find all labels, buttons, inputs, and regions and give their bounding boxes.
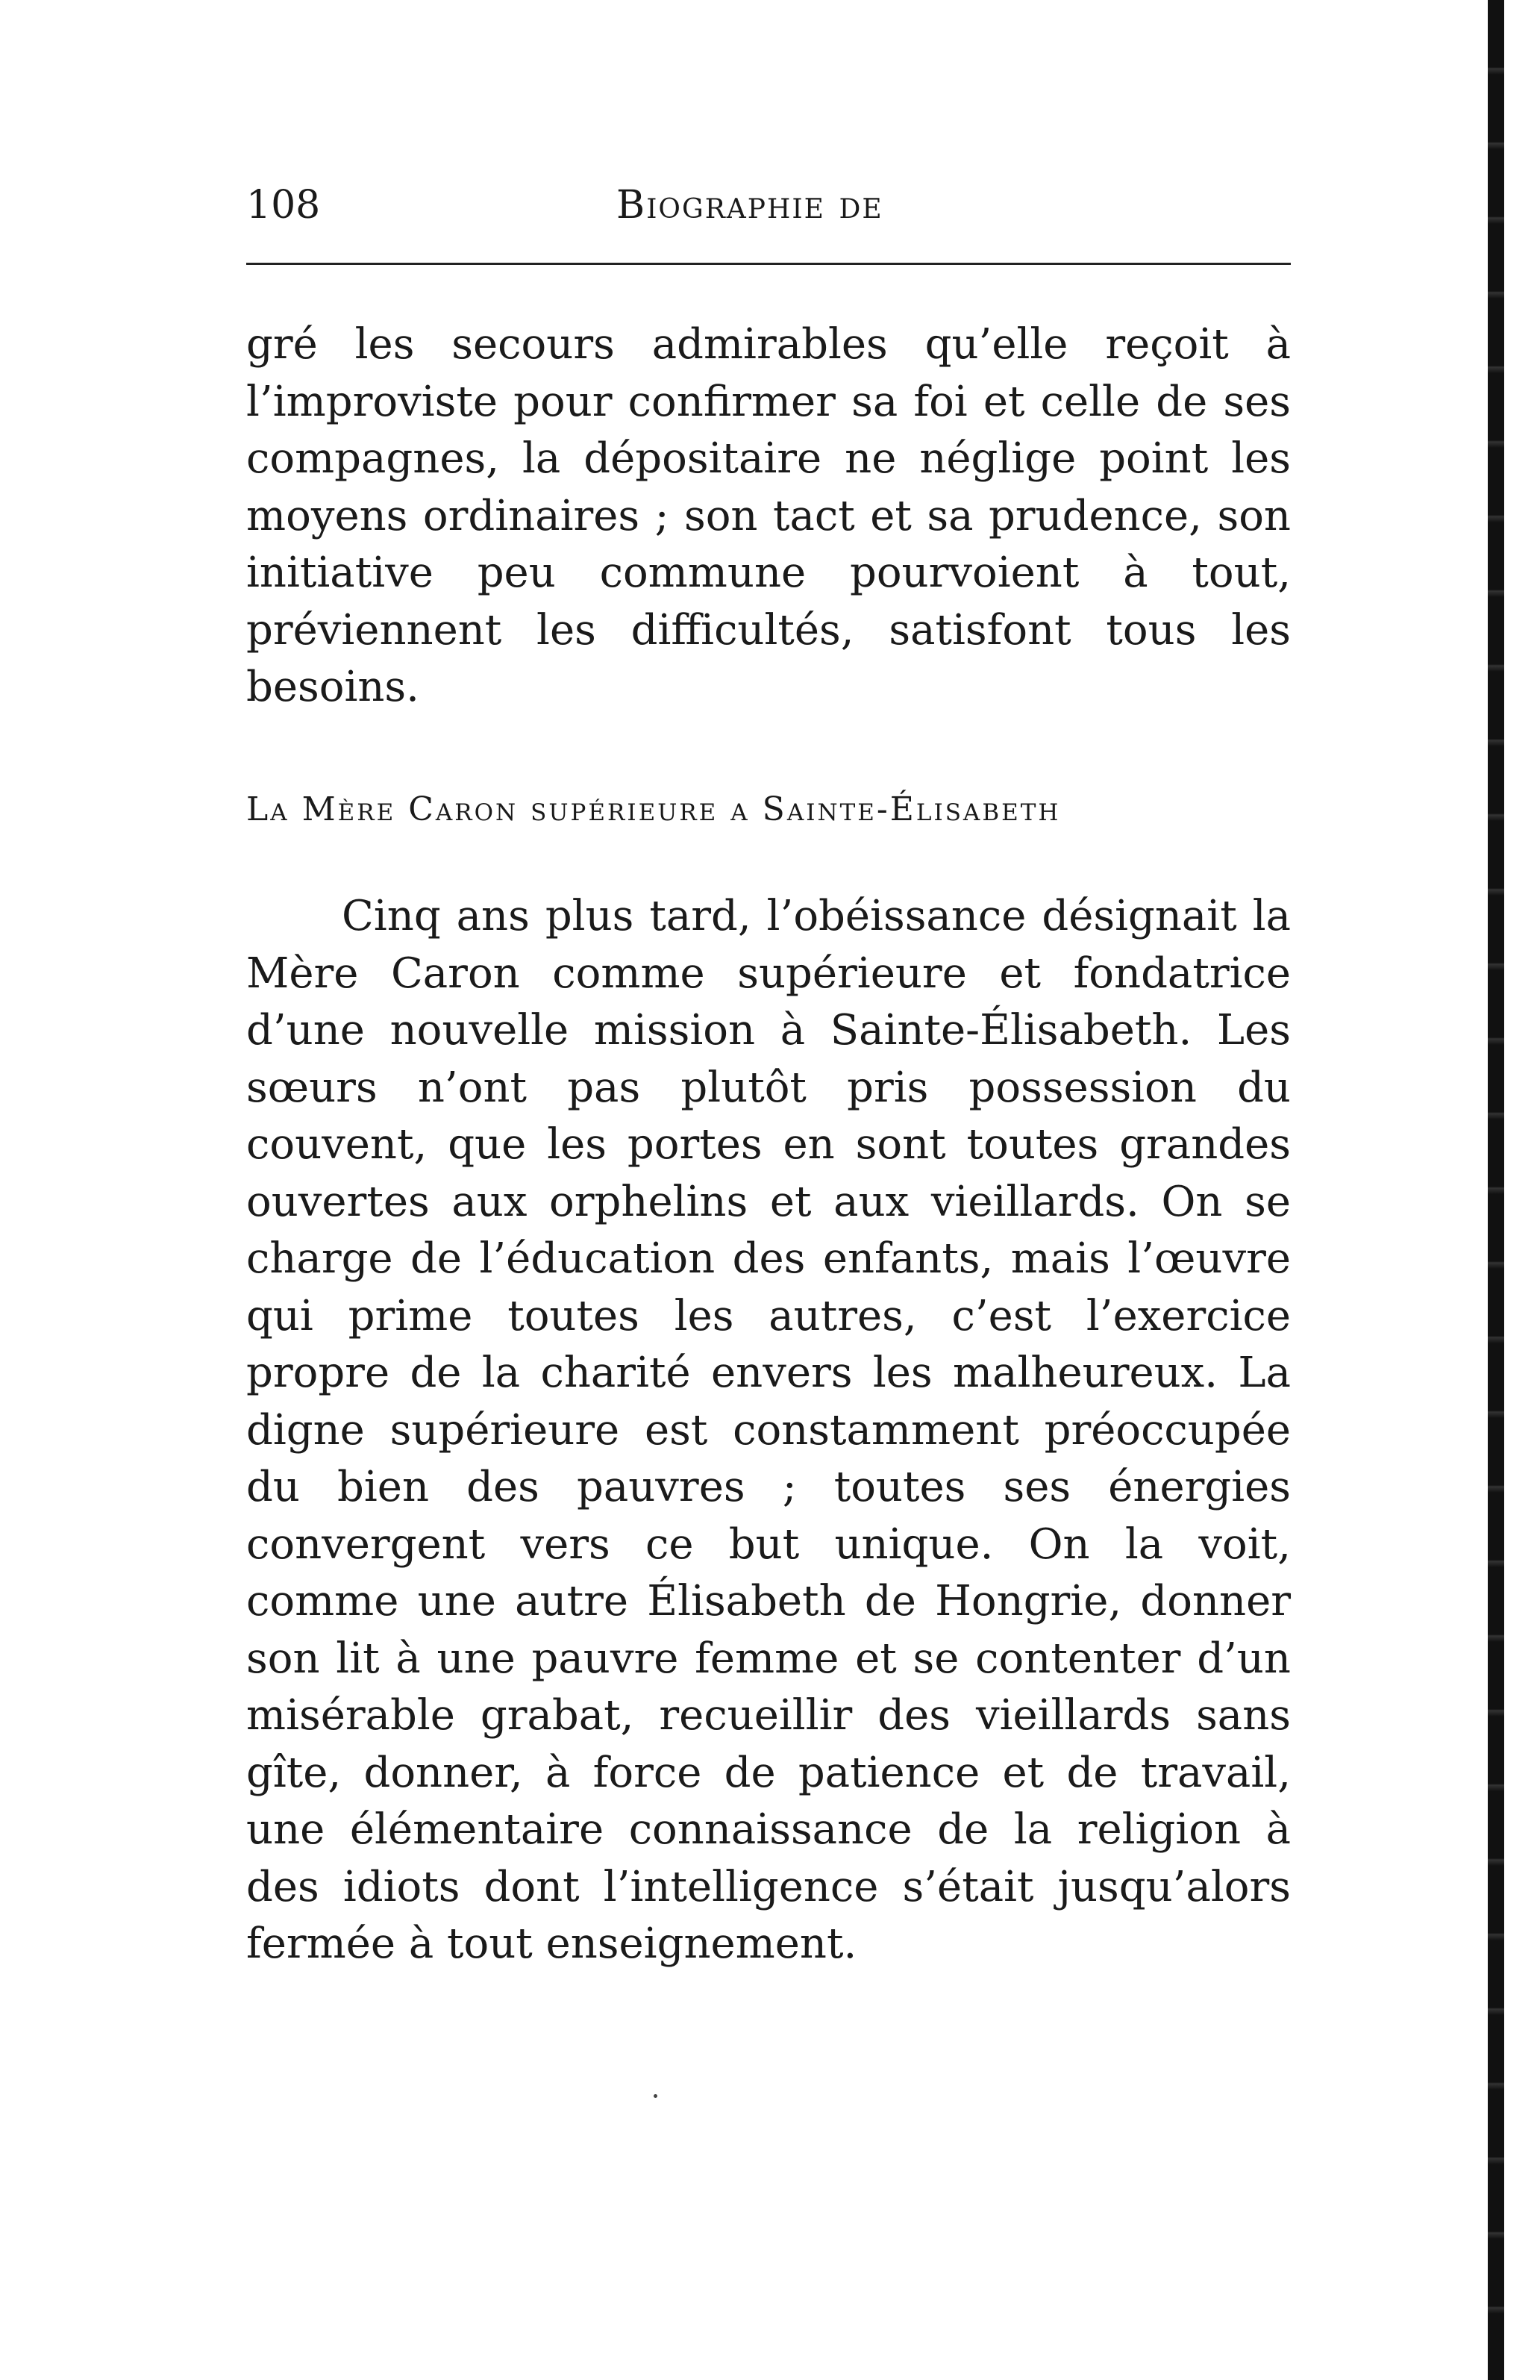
- paragraph-main: Cinq ans plus tard, l’obéissance désignait la Mère Caron comme supérieure et fondatrice d’une nouvelle mission à Sainte-Élisabeth. Les sœurs n’ont pas plutôt pris possession du couvent, que les portes en sont toutes grandes ouvertes aux orphelins et aux vieillards. On se charge de l’éducation des enfants, mais l’œuvre qui prime toutes les autres, c’est l’exercice propre de la charité envers les malheureux. La digne supérieure est constamment préoccupée du bien des pauvres ; toutes ses énergies convergent vers ce but unique. On la voit, comme une autre Élisabeth de Hongrie, donner son lit à une pauvre femme et se contenter d’un misérable grabat, recueillir des vieillards sans gîte, donner, à force de patience et de travail, une élémentaire connaissance de la religion à des idiots dont l’intelligence s’était jusqu’alors fermée à tout enseignement.: [246, 892, 1291, 1968]
- page-edge-shadow: [1488, 0, 1504, 2380]
- page-header: [246, 179, 1291, 239]
- header-rule: [246, 263, 1291, 265]
- page-number: 108: [246, 183, 321, 228]
- section-heading: La Mère Caron supérieure a Sainte-Élisabeth: [246, 790, 1061, 828]
- paragraph-continuation: gré les secours admirables qu’elle reçoit à l’improviste pour confirmer sa foi et celle de ses compagnes, la dépositaire ne néglige point les moyens ordinaires ; son tact et sa prudence, son initiative peu commune pourvoient à tout, préviennent les difficultés, satisfont tous les besoins.: [246, 320, 1291, 711]
- running-title: Biographie de: [616, 183, 883, 228]
- ink-speck: [654, 2094, 657, 2098]
